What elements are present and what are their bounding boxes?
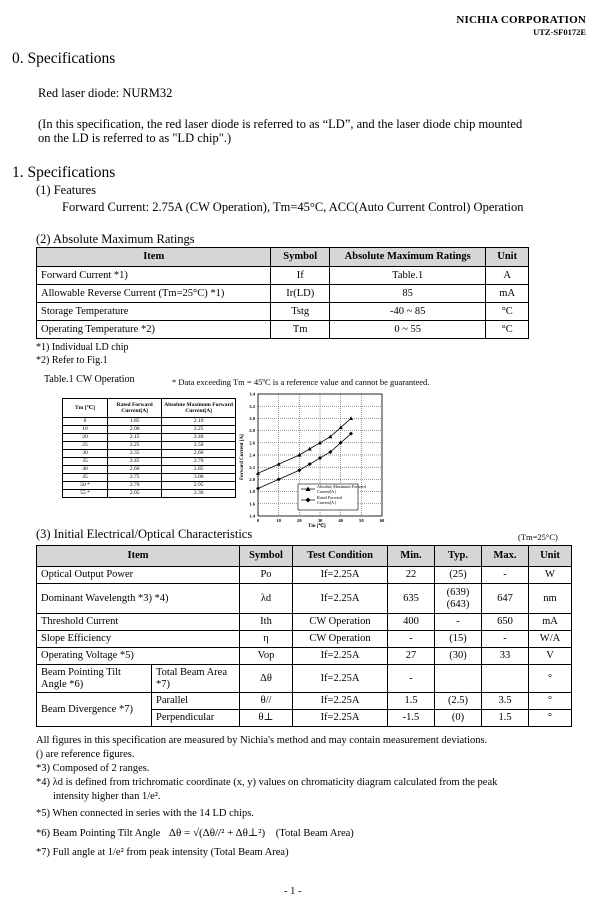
footnote: *3) Composed of 2 ranges.	[36, 763, 150, 774]
cell: 35	[63, 458, 108, 466]
cell: Perpendicular	[152, 710, 240, 727]
cell: Parallel	[152, 693, 240, 710]
cell: 1.5	[388, 693, 435, 710]
y-axis-label: Forward Current [A]	[240, 434, 245, 480]
eo-condition: (Tm=25°C)	[518, 532, 558, 542]
col-header: Test Condition	[293, 546, 388, 567]
cell: (15)	[435, 631, 482, 648]
col-header: Unit	[529, 546, 572, 567]
cell: 2.70	[162, 458, 236, 466]
footnote: *4) λd is defined from trichromatic coordinate (x, y) values on chromaticity diagram calculated from the peak	[36, 777, 498, 788]
typ-range1: (639)	[446, 586, 470, 598]
cell: 2.10	[162, 418, 236, 426]
cell: Tstg	[271, 303, 330, 321]
cell: Operating Voltage *5)	[37, 648, 240, 665]
x-tick-label: 30	[317, 518, 323, 523]
cell: W	[529, 567, 572, 584]
table-row	[37, 584, 572, 614]
abs-max-heading: (2) Absolute Maximum Ratings	[36, 232, 195, 246]
cell: Allowable Reverse Current (Tm=25°C) *1)	[37, 285, 271, 303]
cell: nm	[529, 584, 572, 614]
cell: If=2.25A	[293, 584, 388, 614]
chart-legend	[298, 484, 367, 510]
cell: (0)	[435, 710, 482, 727]
x-tick-label: 50	[359, 518, 364, 523]
data-point-rated	[277, 477, 281, 481]
data-point-absolute-max	[318, 441, 322, 445]
cell: -	[482, 567, 529, 584]
table-row	[37, 321, 529, 339]
cell: If=2.25A	[293, 665, 388, 693]
cell: °C	[486, 303, 529, 321]
cell: 650	[482, 614, 529, 631]
cell: Beam Divergence *7)	[37, 693, 152, 727]
table-row	[63, 426, 236, 434]
col-header: Item	[37, 546, 240, 567]
cell	[435, 584, 482, 614]
y-tick-label: 2.8	[249, 428, 255, 434]
footnote: *5) When connected in series with the 14 LD chips.	[36, 808, 254, 819]
data-point-rated	[256, 487, 260, 491]
data-point-absolute-max	[308, 447, 312, 451]
cell: 2.25	[108, 442, 162, 450]
table1-title: Table.1 CW Operation	[44, 374, 135, 385]
footnotes	[36, 734, 497, 860]
col-header: Item	[37, 248, 271, 267]
col-header: Unit	[486, 248, 529, 267]
cell: A	[486, 267, 529, 285]
eo-table	[36, 545, 572, 727]
cell: 20	[63, 434, 108, 442]
cell: η	[240, 631, 293, 648]
cell: If=2.25A	[293, 648, 388, 665]
cell: Δθ	[240, 665, 293, 693]
features-heading: (1) Features	[36, 183, 97, 197]
cell: mA	[486, 285, 529, 303]
cell: Beam Pointing Tilt Angle *6)	[37, 665, 152, 693]
cell: °	[529, 710, 572, 727]
cell: λd	[240, 584, 293, 614]
x-tick-label: 10	[276, 518, 281, 523]
y-tick-label: 3.0	[249, 416, 255, 421]
table-row	[63, 466, 236, 474]
cell: Po	[240, 567, 293, 584]
cell: 27	[388, 648, 435, 665]
cell: -	[388, 631, 435, 648]
cell: -	[482, 631, 529, 648]
cell: 1.5	[482, 710, 529, 727]
cell: 0	[63, 418, 108, 426]
col-header: Rated Forward Current[A]	[108, 399, 162, 418]
cell: 2.85	[162, 466, 236, 474]
footnote: All figures in this specification are measured by Nichia's method and may contain measurement deviations.	[36, 735, 488, 746]
table-row	[37, 648, 572, 665]
table-row	[37, 665, 572, 693]
definition-line2: on the LD is referred to as "LD chip".)	[38, 131, 232, 145]
cell: Operating Temperature *2)	[37, 321, 271, 339]
forward-current-chart	[236, 388, 392, 530]
definition-line1: (In this specification, the red laser diode is referred to as “LD”, and the laser diode chip mounted	[38, 117, 523, 131]
cell: -	[388, 665, 435, 693]
y-tick-label: 2.0	[249, 477, 255, 482]
data-point-absolute-max	[297, 453, 301, 457]
footnote: () are reference figures.	[36, 749, 135, 760]
cell: 2.15	[108, 434, 162, 442]
cell: Dominant Wavelength *3) *4)	[37, 584, 240, 614]
table-row	[37, 567, 572, 584]
cell	[482, 665, 529, 693]
cell: Optical Output Power	[37, 567, 240, 584]
y-tick-label: 2.6	[249, 440, 255, 446]
company-name: NICHIA CORPORATION	[456, 14, 586, 26]
cell: Total Beam Area *7)	[152, 665, 240, 693]
cell: 40	[63, 466, 108, 474]
table-row	[37, 303, 529, 321]
cell: -40 ~ 85	[330, 303, 486, 321]
legend-label-abs-line2: Current[A]	[317, 489, 336, 494]
table-row	[37, 614, 572, 631]
cell: 33	[482, 648, 529, 665]
cell: 10	[63, 426, 108, 434]
cell: 400	[388, 614, 435, 631]
cell: CW Operation	[293, 631, 388, 648]
cell: 2.70	[108, 482, 162, 490]
col-header: Absolute Maximum Forward Current[A]	[162, 399, 236, 418]
abs-max-table	[36, 247, 529, 339]
cell: 635	[388, 584, 435, 614]
cell: 2.30	[162, 490, 236, 498]
x-tick-label: 20	[297, 518, 302, 523]
cell: 30	[63, 450, 108, 458]
cell	[435, 665, 482, 693]
cell: Tm	[271, 321, 330, 339]
cell: V	[529, 648, 572, 665]
cell: Slope Efficiency	[37, 631, 240, 648]
cell: 1.85	[108, 418, 162, 426]
cell: If=2.25A	[293, 693, 388, 710]
cell: (25)	[435, 567, 482, 584]
y-tick-label: 3.4	[249, 391, 255, 397]
cell: 647	[482, 584, 529, 614]
section1-title: 1. Specifications	[12, 164, 116, 181]
cell: mA	[529, 614, 572, 631]
table-row	[63, 418, 236, 426]
cell: 2.25	[162, 426, 236, 434]
cell: θ//	[240, 693, 293, 710]
cell: 2.95	[162, 482, 236, 490]
cell: °C	[486, 321, 529, 339]
page-number: - 1 -	[284, 886, 302, 897]
cell: Vop	[240, 648, 293, 665]
footnote-tail: (Total Beam Area)	[275, 828, 354, 839]
cell: 55 *	[63, 490, 108, 498]
cell: 85	[330, 285, 486, 303]
col-header: Symbol	[271, 248, 330, 267]
tilt-formula: Δθ = √(Δθ//² + Δθ⊥²)	[168, 827, 266, 839]
x-tick-label: 40	[338, 518, 343, 523]
y-tick-label: 1.6	[249, 501, 255, 507]
data-point-absolute-max	[349, 416, 353, 420]
cell: 2.05	[108, 490, 162, 498]
cell: 2.40	[162, 434, 236, 442]
y-tick-label: 3.2	[249, 403, 255, 409]
cell: θ⊥	[240, 710, 293, 727]
col-header: Max.	[482, 546, 529, 567]
footnote: *7) Full angle at 1/e² from peak intensity (Total Beam Area)	[36, 847, 289, 858]
cell: 2.75	[108, 474, 162, 482]
y-tick-label: 2.4	[249, 452, 255, 458]
x-tick-label: 0	[256, 518, 260, 523]
cell: Ith	[240, 614, 293, 631]
cell: Threshold Current	[37, 614, 240, 631]
cell: If	[271, 267, 330, 285]
data-point-rated	[297, 468, 301, 472]
cell: 0 ~ 55	[330, 321, 486, 339]
legend-label-rated-line2: Current[A]	[317, 500, 336, 505]
table-row	[63, 442, 236, 450]
y-tick-label: 1.4	[249, 513, 255, 519]
cell: 50 *	[63, 482, 108, 490]
table-row	[63, 458, 236, 466]
features-text: Forward Current: 2.75A (CW Operation), Tm=45°C, ACC(Auto Current Control) Operation	[62, 200, 524, 214]
cell: 25	[63, 442, 108, 450]
footnote: intensity higher than 1/e².	[53, 791, 161, 802]
product-name: Red laser diode: NURM32	[38, 86, 173, 100]
table-row	[37, 631, 572, 648]
eo-heading: (3) Initial Electrical/Optical Characteristics	[36, 527, 253, 541]
col-header: Typ.	[435, 546, 482, 567]
table-row	[37, 693, 572, 710]
cell: Storage Temperature	[37, 303, 271, 321]
cell: 2.45	[108, 458, 162, 466]
y-tick-label: 1.8	[249, 489, 255, 495]
legend-label-abs: Absolute Maximum Forward	[317, 484, 366, 489]
abs-max-note1: *1) Individual LD chip	[36, 342, 129, 353]
col-header: Min.	[388, 546, 435, 567]
x-tick-label: 60	[379, 518, 385, 523]
table-row	[37, 267, 529, 285]
legend-label-rated: Rated Forward	[317, 495, 343, 500]
col-header: Symbol	[240, 546, 293, 567]
cell: 2.50	[162, 442, 236, 450]
cell: W/A	[529, 631, 572, 648]
typ-range2: (643)	[446, 598, 470, 610]
abs-max-note2: *2) Refer to Fig.1	[36, 355, 108, 366]
table-row	[63, 482, 236, 490]
data-point-rated	[318, 456, 322, 460]
series-line-rated	[258, 434, 351, 489]
col-header: Tm [℃]	[63, 399, 108, 418]
table-row	[63, 490, 236, 498]
cell: 45	[63, 474, 108, 482]
data-point-rated	[308, 462, 312, 466]
cell: Forward Current *1)	[37, 267, 271, 285]
cell: 2.60	[162, 450, 236, 458]
section0-title: 0. Specifications	[12, 50, 116, 67]
footnote	[36, 826, 497, 841]
col-header: Absolute Maximum Ratings	[330, 248, 486, 267]
cell: (2.5)	[435, 693, 482, 710]
table-row	[63, 434, 236, 442]
table-row	[63, 450, 236, 458]
cell: 22	[388, 567, 435, 584]
cell: If=2.25A	[293, 710, 388, 727]
document-code: UTZ-SF0172E	[533, 27, 586, 37]
cell: If=2.25A	[293, 567, 388, 584]
cell: °	[529, 665, 572, 693]
cell: (30)	[435, 648, 482, 665]
cell: 2.00	[108, 426, 162, 434]
x-axis-label: Tm [℃]	[308, 524, 326, 529]
cell: CW Operation	[293, 614, 388, 631]
cell: 2.35	[108, 450, 162, 458]
cell: Table.1	[330, 267, 486, 285]
cell: 2.60	[108, 466, 162, 474]
table1-warning: * Data exceeding Tm = 45ºC is a reference value and cannot be guaranteed.	[172, 377, 430, 387]
cell: Ir(LD)	[271, 285, 330, 303]
cell: 3.00	[162, 474, 236, 482]
footnote-label: *6) Beam Pointing Tilt Angle	[36, 828, 161, 839]
y-tick-label: 2.2	[249, 464, 255, 470]
cw-operation-table	[62, 398, 236, 498]
cell: 3.5	[482, 693, 529, 710]
cell: -	[435, 614, 482, 631]
cell: °	[529, 693, 572, 710]
table-row	[37, 285, 529, 303]
cell: -1.5	[388, 710, 435, 727]
table-row	[63, 474, 236, 482]
